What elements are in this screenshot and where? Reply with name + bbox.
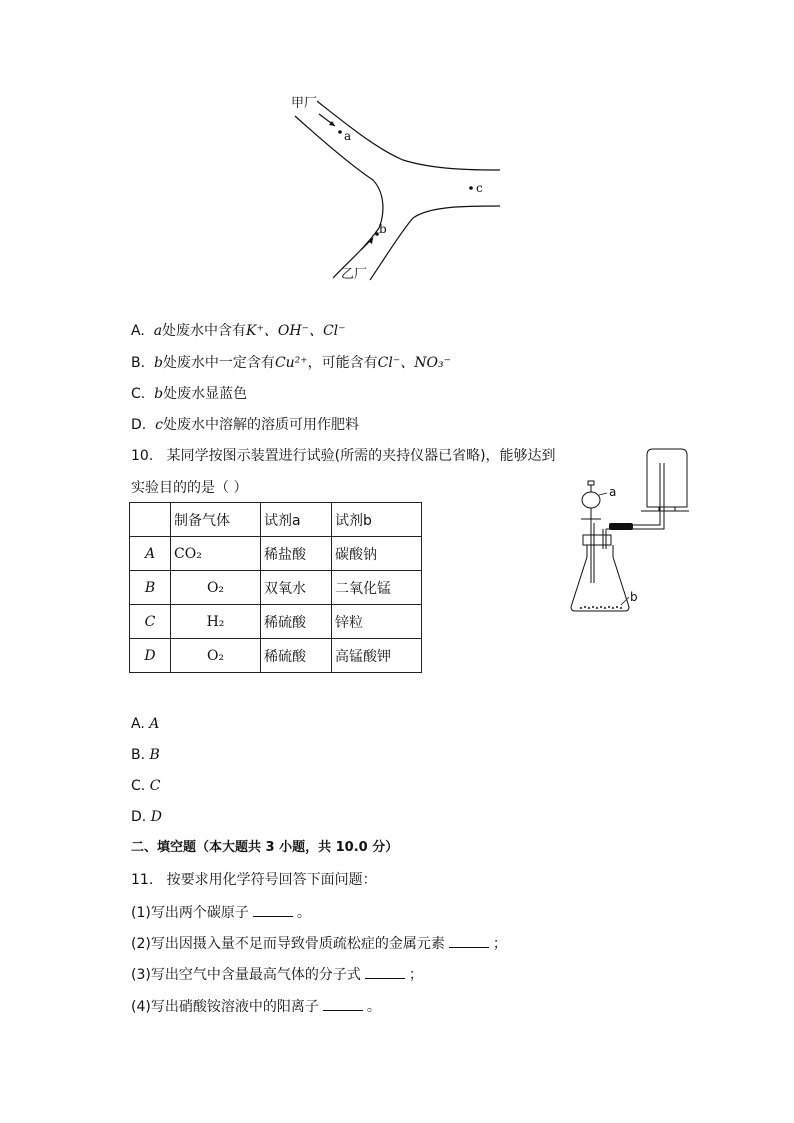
reagent-b-cell: 高锰酸钾 <box>332 639 422 673</box>
reagent-a-cell: 双氧水 <box>261 571 332 605</box>
q10-reagent-table <box>129 502 422 673</box>
q10-option-d: D. D <box>131 809 162 825</box>
q11-item-1: (1)写出两个碳原子 。 <box>131 902 311 922</box>
gas-cell: O₂ <box>171 571 261 605</box>
label-point-a: a <box>344 129 352 143</box>
reagent-a-cell: 稀硫酸 <box>261 639 332 673</box>
label-jia-factory: 甲厂 <box>291 92 317 111</box>
apparatus-label-b: b <box>630 590 638 604</box>
answer-blank[interactable] <box>323 996 363 1011</box>
table-header-cell: 试剂a <box>261 503 332 537</box>
q9-option-d: D. c处废水中溶解的溶质可用作肥料 <box>131 417 359 433</box>
row-key: C <box>130 605 171 639</box>
reagent-b-cell: 二氧化锰 <box>332 571 422 605</box>
table-header-cell <box>130 503 171 537</box>
gas-cell: O₂ <box>171 639 261 673</box>
q10-option-a: A. A <box>131 716 160 732</box>
gas-cell: CO₂ <box>171 537 261 571</box>
reagent-b-cell: 碳酸钠 <box>332 537 422 571</box>
q11-item-2: (2)写出因摄入量不足而导致骨质疏松症的金属元素 ； <box>131 933 507 953</box>
answer-blank[interactable] <box>365 964 405 979</box>
label-point-c: c <box>476 181 483 195</box>
q11-item-4: (4)写出硝酸铵溶液中的阳离子 。 <box>131 996 381 1016</box>
gas-cell: H₂ <box>171 605 261 639</box>
q9-option-a: A. a处废水中含有K⁺、OH⁻、Cl⁻ <box>131 323 346 339</box>
waste-water-junction-diagram <box>285 88 505 283</box>
q10-stem-line2: 实验目的的是（ ） <box>131 480 248 496</box>
q11-item-3: (3)写出空气中含量最高气体的分子式 ； <box>131 964 423 984</box>
table-header-cell: 试剂b <box>332 503 422 537</box>
q10-stem-line1: 10. 某同学按图示装置进行试验(所需的夹持仪器已省略)，能够达到 <box>131 448 556 464</box>
row-key: D <box>130 639 171 673</box>
q10-option-c: C. C <box>131 778 161 794</box>
table-header-row <box>130 503 422 537</box>
table-row <box>130 639 422 673</box>
row-key: A <box>130 537 171 571</box>
answer-blank[interactable] <box>253 902 293 917</box>
q9-option-c: C. b处废水显蓝色 <box>131 386 248 402</box>
reagent-a-cell: 稀硫酸 <box>261 605 332 639</box>
label-point-b: b <box>379 222 387 236</box>
reagent-b-cell: 锌粒 <box>332 605 422 639</box>
label-yi-factory: 乙厂 <box>341 267 368 282</box>
table-row <box>130 537 422 571</box>
table-row <box>130 605 422 639</box>
q11-stem: 11. 按要求用化学符号回答下面问题： <box>131 872 377 888</box>
row-key: B <box>130 571 171 605</box>
table-header-cell: 制备气体 <box>171 503 261 537</box>
q10-option-b: B. B <box>131 747 160 763</box>
table-row <box>130 571 422 605</box>
apparatus-label-a: a <box>609 485 617 499</box>
reagent-a-cell: 稀盐酸 <box>261 537 332 571</box>
q9-option-b: B. b处废水中一定含有Cu²⁺，可能含有Cl⁻、NO₃⁻ <box>131 355 451 371</box>
answer-blank[interactable] <box>449 933 489 948</box>
section-title: 二、填空题（本大题共 3 小题，共 10.0 分） <box>131 840 399 855</box>
